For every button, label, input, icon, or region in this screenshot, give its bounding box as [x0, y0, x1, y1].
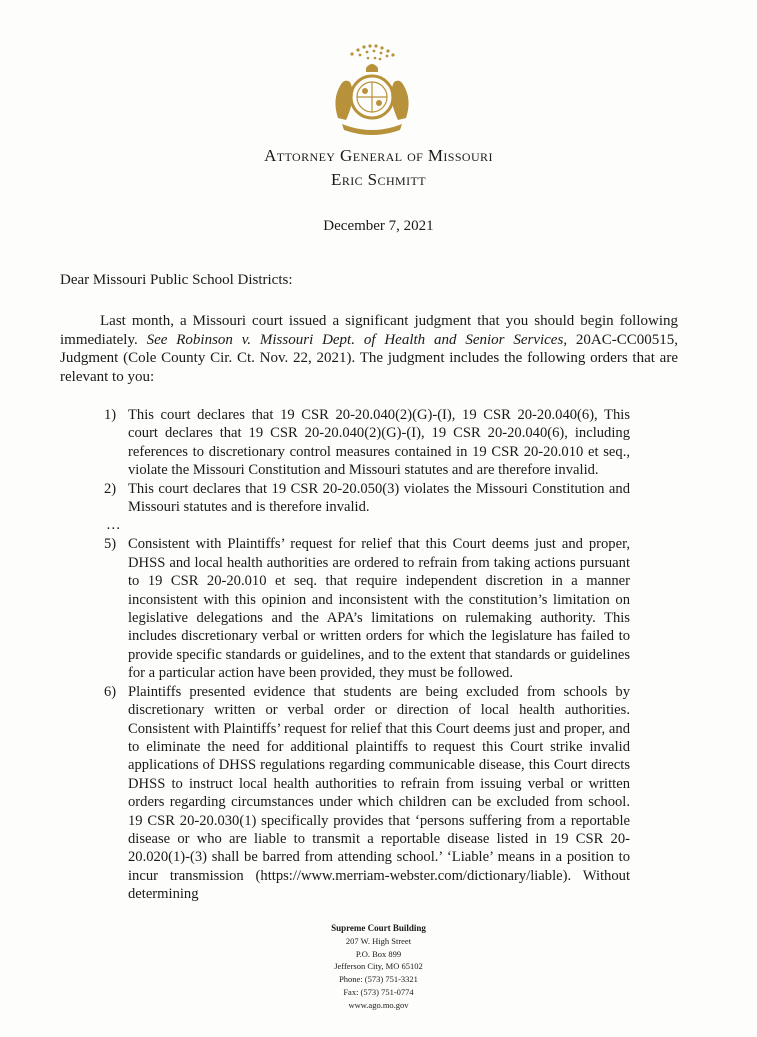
footer-phone: Phone: (573) 751-3321 — [339, 974, 418, 985]
order-number: 6) — [104, 683, 117, 700]
intro-text-after: , 20AC-CC00515, Judgment (Cole County Cir. Ct. Nov. 22, 2021). The judgment includes the following orders that are relevant to you: — [60, 331, 678, 385]
case-citation: See Robinson v. Missouri Dept. of Health and Senior Services — [146, 331, 564, 348]
letter-date: December 7, 2021 — [323, 218, 434, 234]
order-item-2 — [104, 480, 630, 517]
order-text: This court declares that 19 CSR 20-20.050(3) violates the Missouri Constitution and Missouri statutes and is therefore invalid. — [128, 480, 630, 516]
office-title: Attorney General of Missouri — [264, 146, 493, 165]
footer-building: Supreme Court Building — [331, 923, 426, 933]
footer-street: 207 W. High Street — [345, 935, 412, 946]
order-number: 1) — [104, 407, 117, 423]
footer-fax: Fax: (573) 751-0774 — [343, 986, 414, 997]
order-number: 5) — [104, 536, 117, 553]
order-item-1 — [104, 406, 630, 480]
order-item-5 — [104, 535, 630, 682]
intro-paragraph — [60, 312, 678, 386]
footer-city: Jefferson City, MO 65102 — [334, 961, 423, 972]
footer-website[interactable]: www.ago.mo.gov — [348, 999, 409, 1010]
order-text: This court declares that 19 CSR 20-20.040(2)(G)-(I), 19 CSR 20-20.040(6), This court declares that 19 CSR 20-20.040(2)(G)-(I), 19 CSR 20-20.040(6), including references to discretionary control measures contained in 19 CSR 20-20.010 et seq., violate the Missouri Constitution and Missouri statutes and are therefore invalid. — [128, 407, 630, 479]
attorney-general-name: Eric Schmitt — [331, 170, 426, 189]
omission-ellipsis: … — [106, 517, 121, 534]
order-item-6 — [104, 683, 630, 904]
intro-text-before: Last month, a Missouri court issued a significant judgment that you should begin following immediately. — [60, 313, 678, 348]
order-text: Consistent with Plaintiffs’ request for relief that this Court deems just and proper, DHSS and local health authorities are ordered to refrain from taking actions pursuant to 19 CSR 20-20.010 et seq. that require independent discretion in a manner inconsistent with this opinion and inconsistent with the constitution’s limitation on legislative delegations and the APA’s limitations on rulemaking authority. This includes discretionary verbal or written orders for which the legislature has failed to provide specific standards or guidelines, and to the extent that standards or guidelines for a particular action have been provided, they must be followed. — [128, 536, 630, 682]
order-text: Plaintiffs presented evidence that students are being excluded from schools by discretionary written or verbal order or direction of local health authorities. Consistent with Plaintiffs’ request for relief that this Court deems just and proper, and to eliminate the need for additional plaintiffs to request this Court strike invalid applications of DHSS regulations regarding communicable disease, this Court directs DHSS to instruct local health authorities to refrain from issuing verbal or written orders regarding circumstances under which children can be excluded from school. 19 CSR 20-20.030(1) specifically provides that ‘persons suffering from a reportable disease or who are liable to transmit a reportable disease listed in 19 CSR 20-20.020(1)-(3) shall be barred from attending school.’ ‘Liable’ means in a position to incur transmission (https://www.merriam-webster.com/dictionary/liable). Without determining — [128, 683, 630, 903]
footer-po-box: P.O. Box 899 — [355, 948, 402, 959]
court-orders-list — [104, 406, 630, 904]
office-address-footer — [0, 922, 757, 1012]
order-number: 2) — [104, 480, 117, 497]
salutation: Dear Missouri Public School Districts: — [60, 272, 293, 288]
missouri-state-seal-icon — [322, 40, 422, 140]
